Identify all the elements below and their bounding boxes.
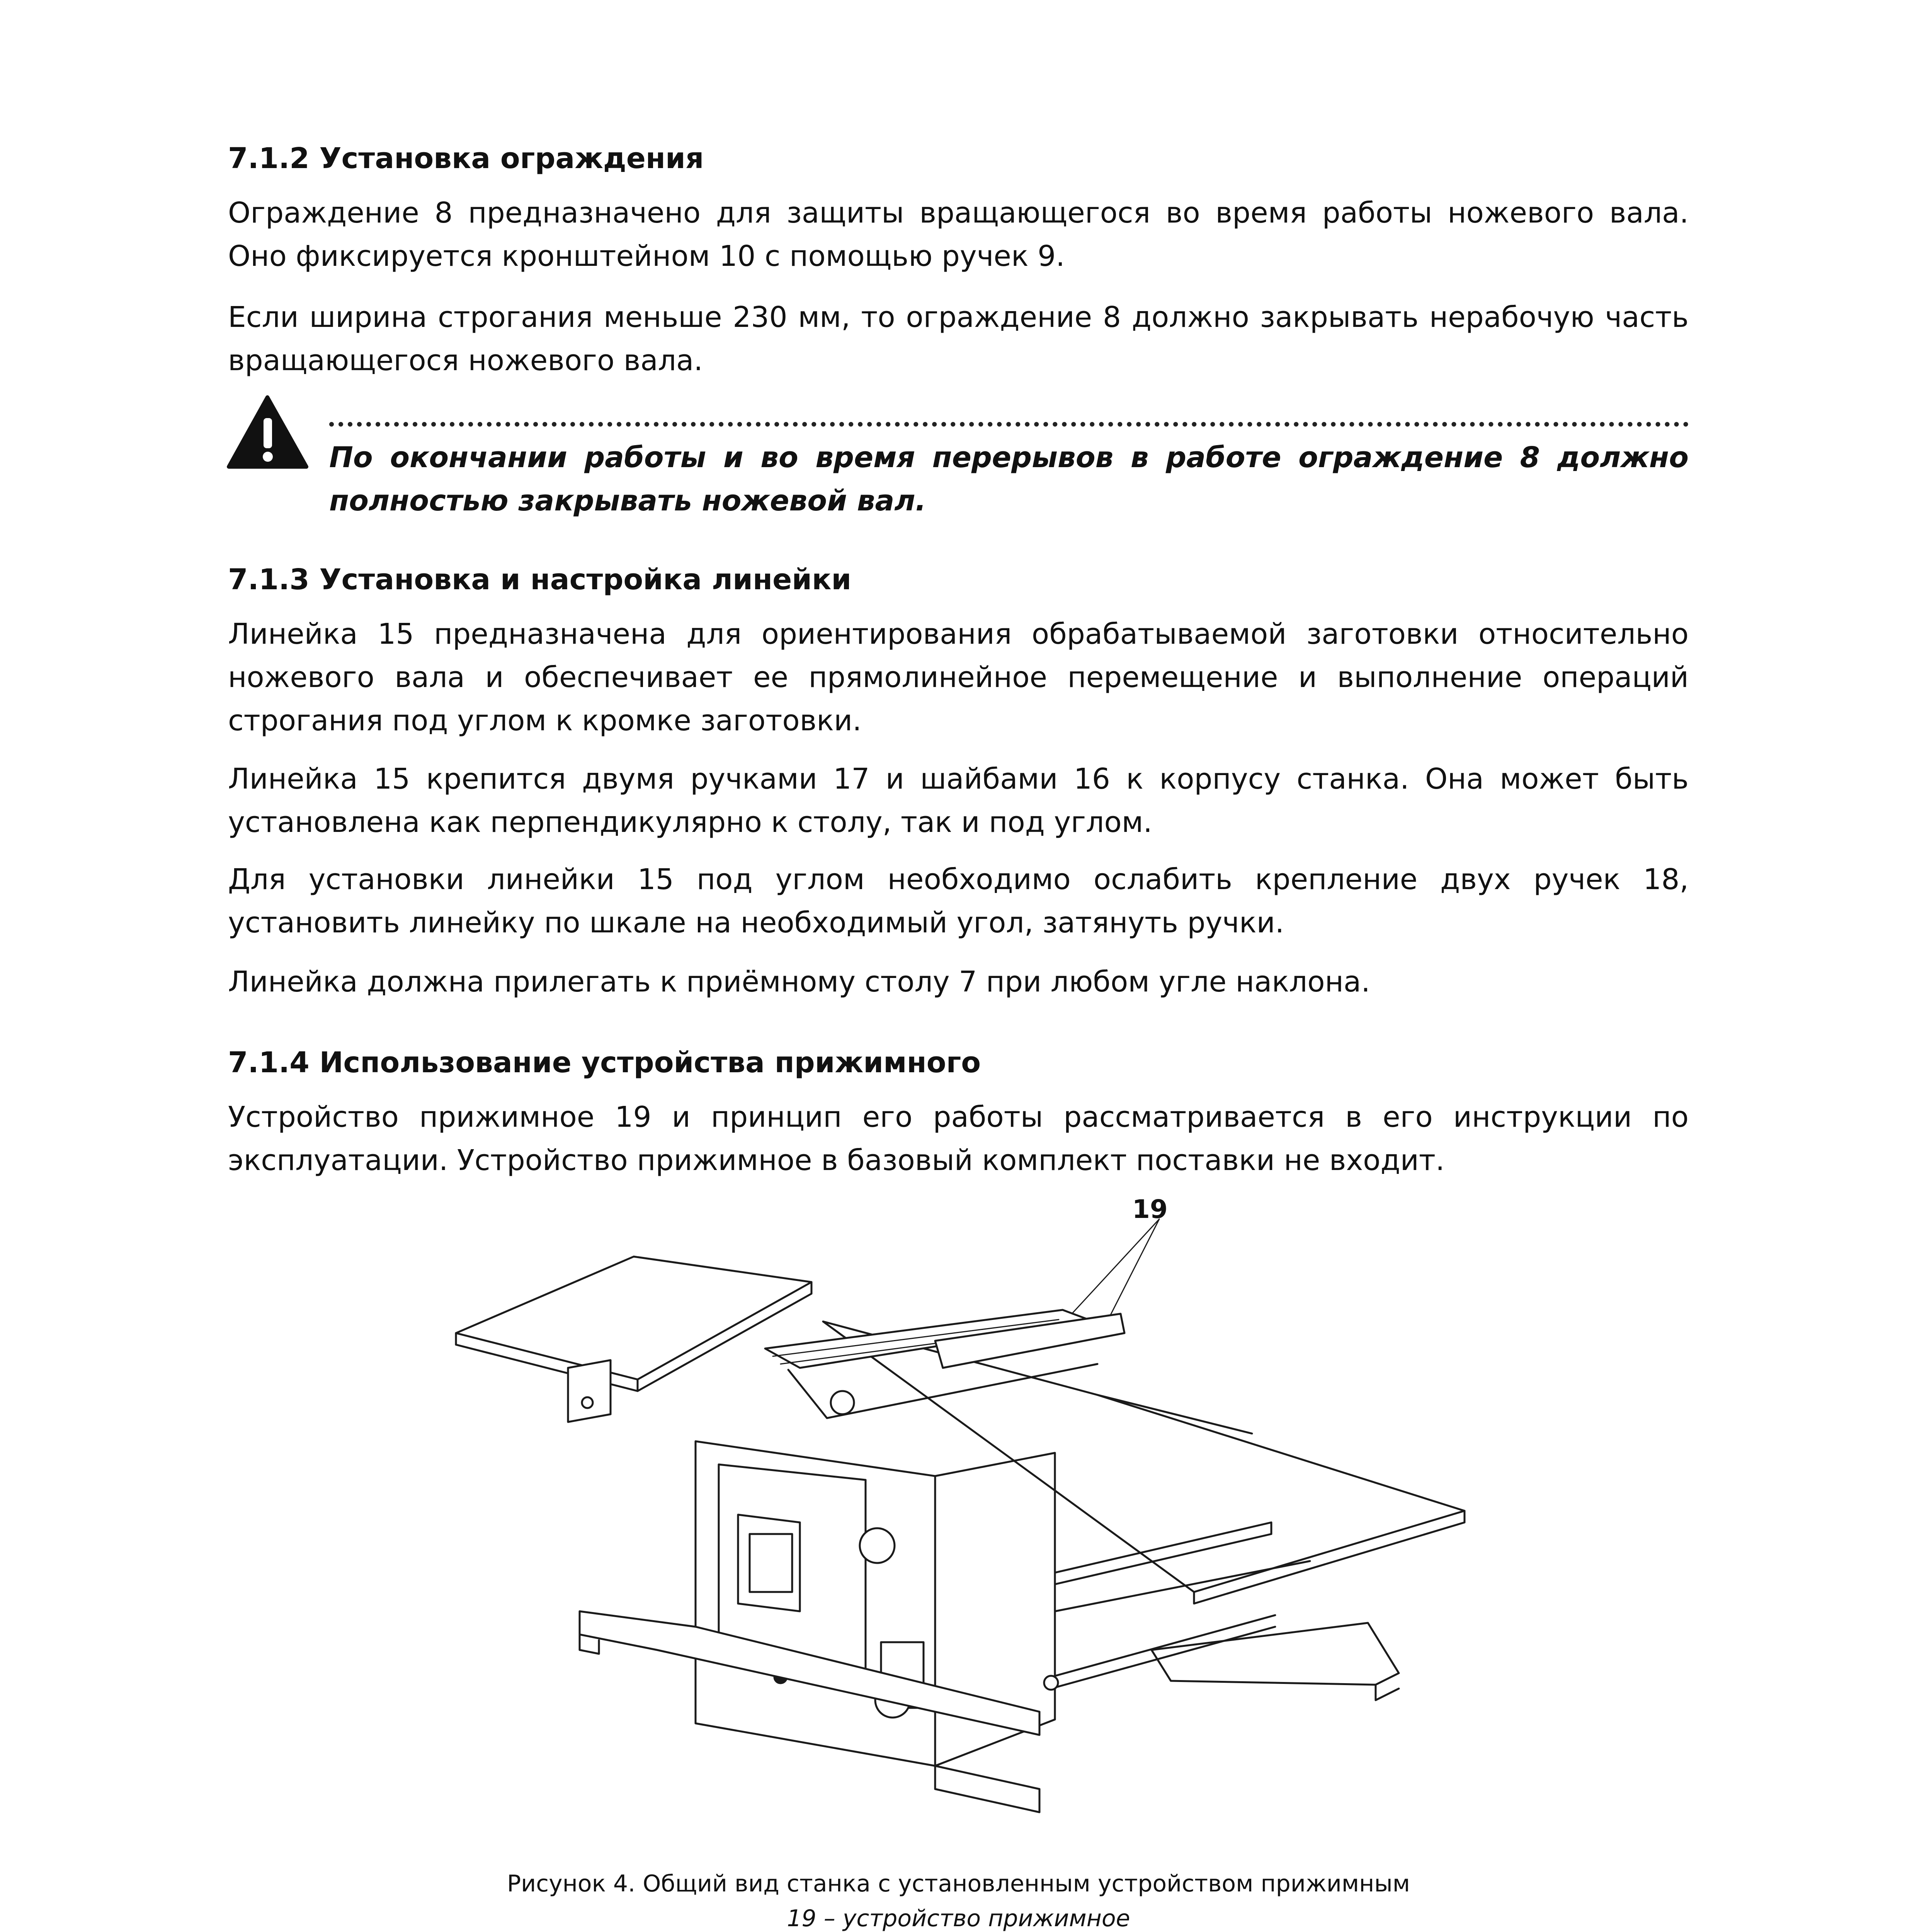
- warning-icon: [226, 394, 309, 469]
- section-heading-7-1-4: 7.1.4 Использование устройства прижимного: [228, 1046, 981, 1079]
- paragraph: Если ширина строгания меньше 230 мм, то ограждение 8 должно закрывать нерабочую часть вращающегося ножевого вала.: [228, 301, 1689, 377]
- paragraph: Линейка должна прилегать к приёмному столу 7 при любом угле наклона.: [228, 965, 1370, 998]
- machine-illustration: [441, 1186, 1484, 1851]
- paragraph: Для установки линейки 15 под углом необходимо ослабить крепление двух ручек 18, установить линейку по шкале на необходимый угол, затянуть ручки.: [228, 863, 1689, 939]
- paragraph: Устройство прижимное 19 и принцип его работы рассматривается в его инструкции по эксплуатации. Устройство прижимное в базовый комплект поставки не входит.: [228, 1100, 1689, 1177]
- paragraph: Линейка 15 крепится двумя ручками 17 и шайбами 16 к корпусу станка. Она может быть установлена как перпендикулярно к столу, так и под углом.: [228, 762, 1689, 839]
- paragraph: Линейка 15 предназначена для ориентирования обрабатываемой заготовки относительно ножевого вала и обеспечивает ее прямолинейное перемещение и выполнение операций строгания под углом к кромке заготовки.: [228, 617, 1689, 737]
- warning-text: По окончании работы и во время перерывов в работе ограждение 8 должно полностью закрывать ножевой вал.: [329, 441, 1689, 517]
- paragraph: Ограждение 8 предназначено для защиты вращающегося во время работы ножевого вала. Оно фиксируется кронштейном 10 с помощью ручек 9.: [228, 196, 1689, 273]
- figure-caption: Рисунок 4. Общий вид станка с установленным устройством прижимным: [507, 1870, 1410, 1897]
- warning-divider: [329, 422, 1689, 427]
- figure-callout-label: 19: [1132, 1194, 1168, 1224]
- section-heading-7-1-3: 7.1.3 Установка и настройка линейки: [228, 563, 852, 596]
- section-heading-7-1-2: 7.1.2 Установка ограждения: [228, 142, 704, 175]
- figure-legend: 19 – устройство прижимное: [787, 1905, 1130, 1932]
